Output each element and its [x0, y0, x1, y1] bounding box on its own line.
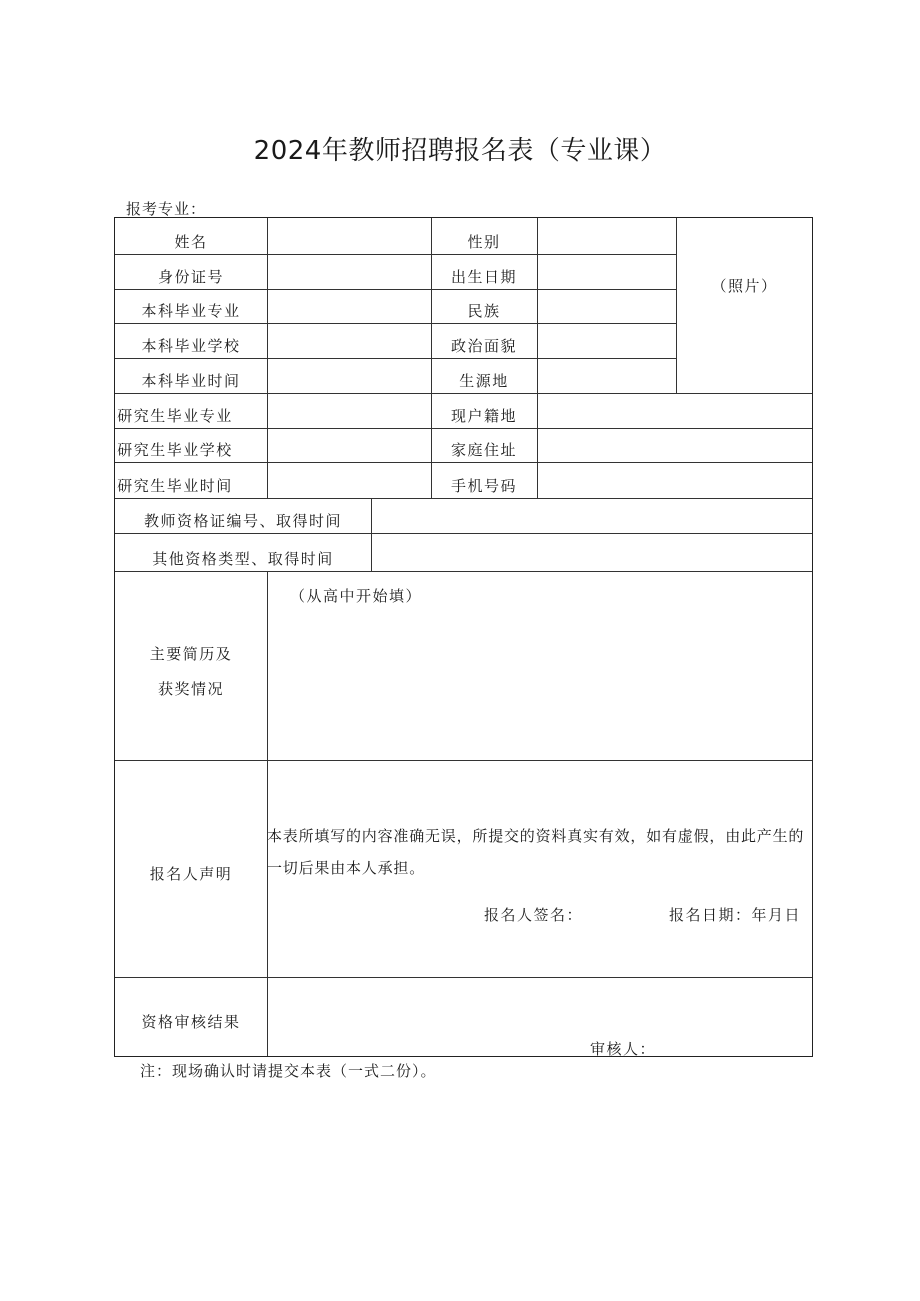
bachelor-major-field[interactable]: [268, 290, 430, 322]
origin-label: 生源地: [459, 372, 509, 390]
signup-date-label: 报名日期：年月日: [669, 906, 802, 924]
political-status-field[interactable]: [538, 324, 675, 357]
phone-field[interactable]: [538, 463, 811, 497]
grid-line: [115, 571, 812, 572]
gender-field[interactable]: [538, 219, 675, 253]
bachelor-major-label: 本科毕业专业: [141, 302, 241, 320]
registration-form: [114, 217, 813, 1057]
resume-label-line1: 主要简历及: [149, 645, 233, 663]
birth-date-field[interactable]: [538, 255, 675, 288]
grid-line: [115, 760, 812, 761]
apply-major-label: 报考专业：: [126, 200, 207, 218]
bachelor-grad-time-label: 本科毕业时间: [141, 372, 241, 390]
bachelor-grad-time-field[interactable]: [268, 359, 430, 392]
name-label: 姓名: [174, 233, 208, 251]
bachelor-school-field[interactable]: [268, 324, 430, 357]
footnote: 注：现场确认时请提交本表（一式二份）。: [140, 1062, 437, 1080]
teacher-cert-label: 教师资格证编号、取得时间: [143, 512, 342, 530]
id-number-label: 身份证号: [157, 268, 224, 286]
signature-label: 报名人签名：: [484, 906, 584, 924]
other-cert-field[interactable]: [372, 534, 811, 570]
ethnicity-label: 民族: [467, 302, 501, 320]
master-grad-time-field[interactable]: [268, 463, 430, 497]
master-major-label: 研究生毕业专业: [117, 407, 233, 425]
declaration-label: 报名人声明: [149, 865, 233, 883]
other-cert-label: 其他资格类型、取得时间: [152, 550, 334, 568]
name-field[interactable]: [268, 219, 430, 253]
ethnicity-field[interactable]: [538, 290, 675, 322]
declaration-text: 本表所填写的内容准确无误，所提交的资料真实有效，如有虚假，由此产生的一切后果由本人承担。: [267, 827, 805, 877]
teacher-cert-field[interactable]: [372, 499, 811, 532]
reviewer-label: 审核人：: [590, 1040, 657, 1058]
phone-label: 手机号码: [450, 477, 517, 495]
political-status-label: 政治面貌: [450, 337, 517, 355]
resume-field[interactable]: [268, 608, 811, 758]
master-grad-time-label: 研究生毕业时间: [117, 477, 233, 495]
master-major-field[interactable]: [268, 394, 430, 427]
review-result-label: 资格审核结果: [141, 1013, 241, 1031]
master-school-label: 研究生毕业学校: [117, 441, 233, 459]
household-registration-field[interactable]: [538, 394, 811, 427]
household-registration-label: 现户籍地: [450, 407, 517, 425]
photo-placeholder[interactable]: （照片）: [711, 277, 778, 295]
home-address-label: 家庭住址: [450, 441, 517, 459]
gender-label: 性别: [467, 233, 501, 251]
grid-line: [115, 977, 812, 978]
birth-date-label: 出生日期: [450, 268, 517, 286]
origin-field[interactable]: [538, 359, 675, 392]
id-number-field[interactable]: [268, 255, 430, 288]
master-school-field[interactable]: [268, 429, 430, 461]
resume-label-line2: 获奖情况: [157, 680, 224, 698]
bachelor-school-label: 本科毕业学校: [141, 337, 241, 355]
form-title: 2024年教师招聘报名表（专业课）: [253, 136, 667, 166]
home-address-field[interactable]: [538, 429, 811, 461]
resume-hint: （从高中开始填）: [290, 587, 423, 605]
